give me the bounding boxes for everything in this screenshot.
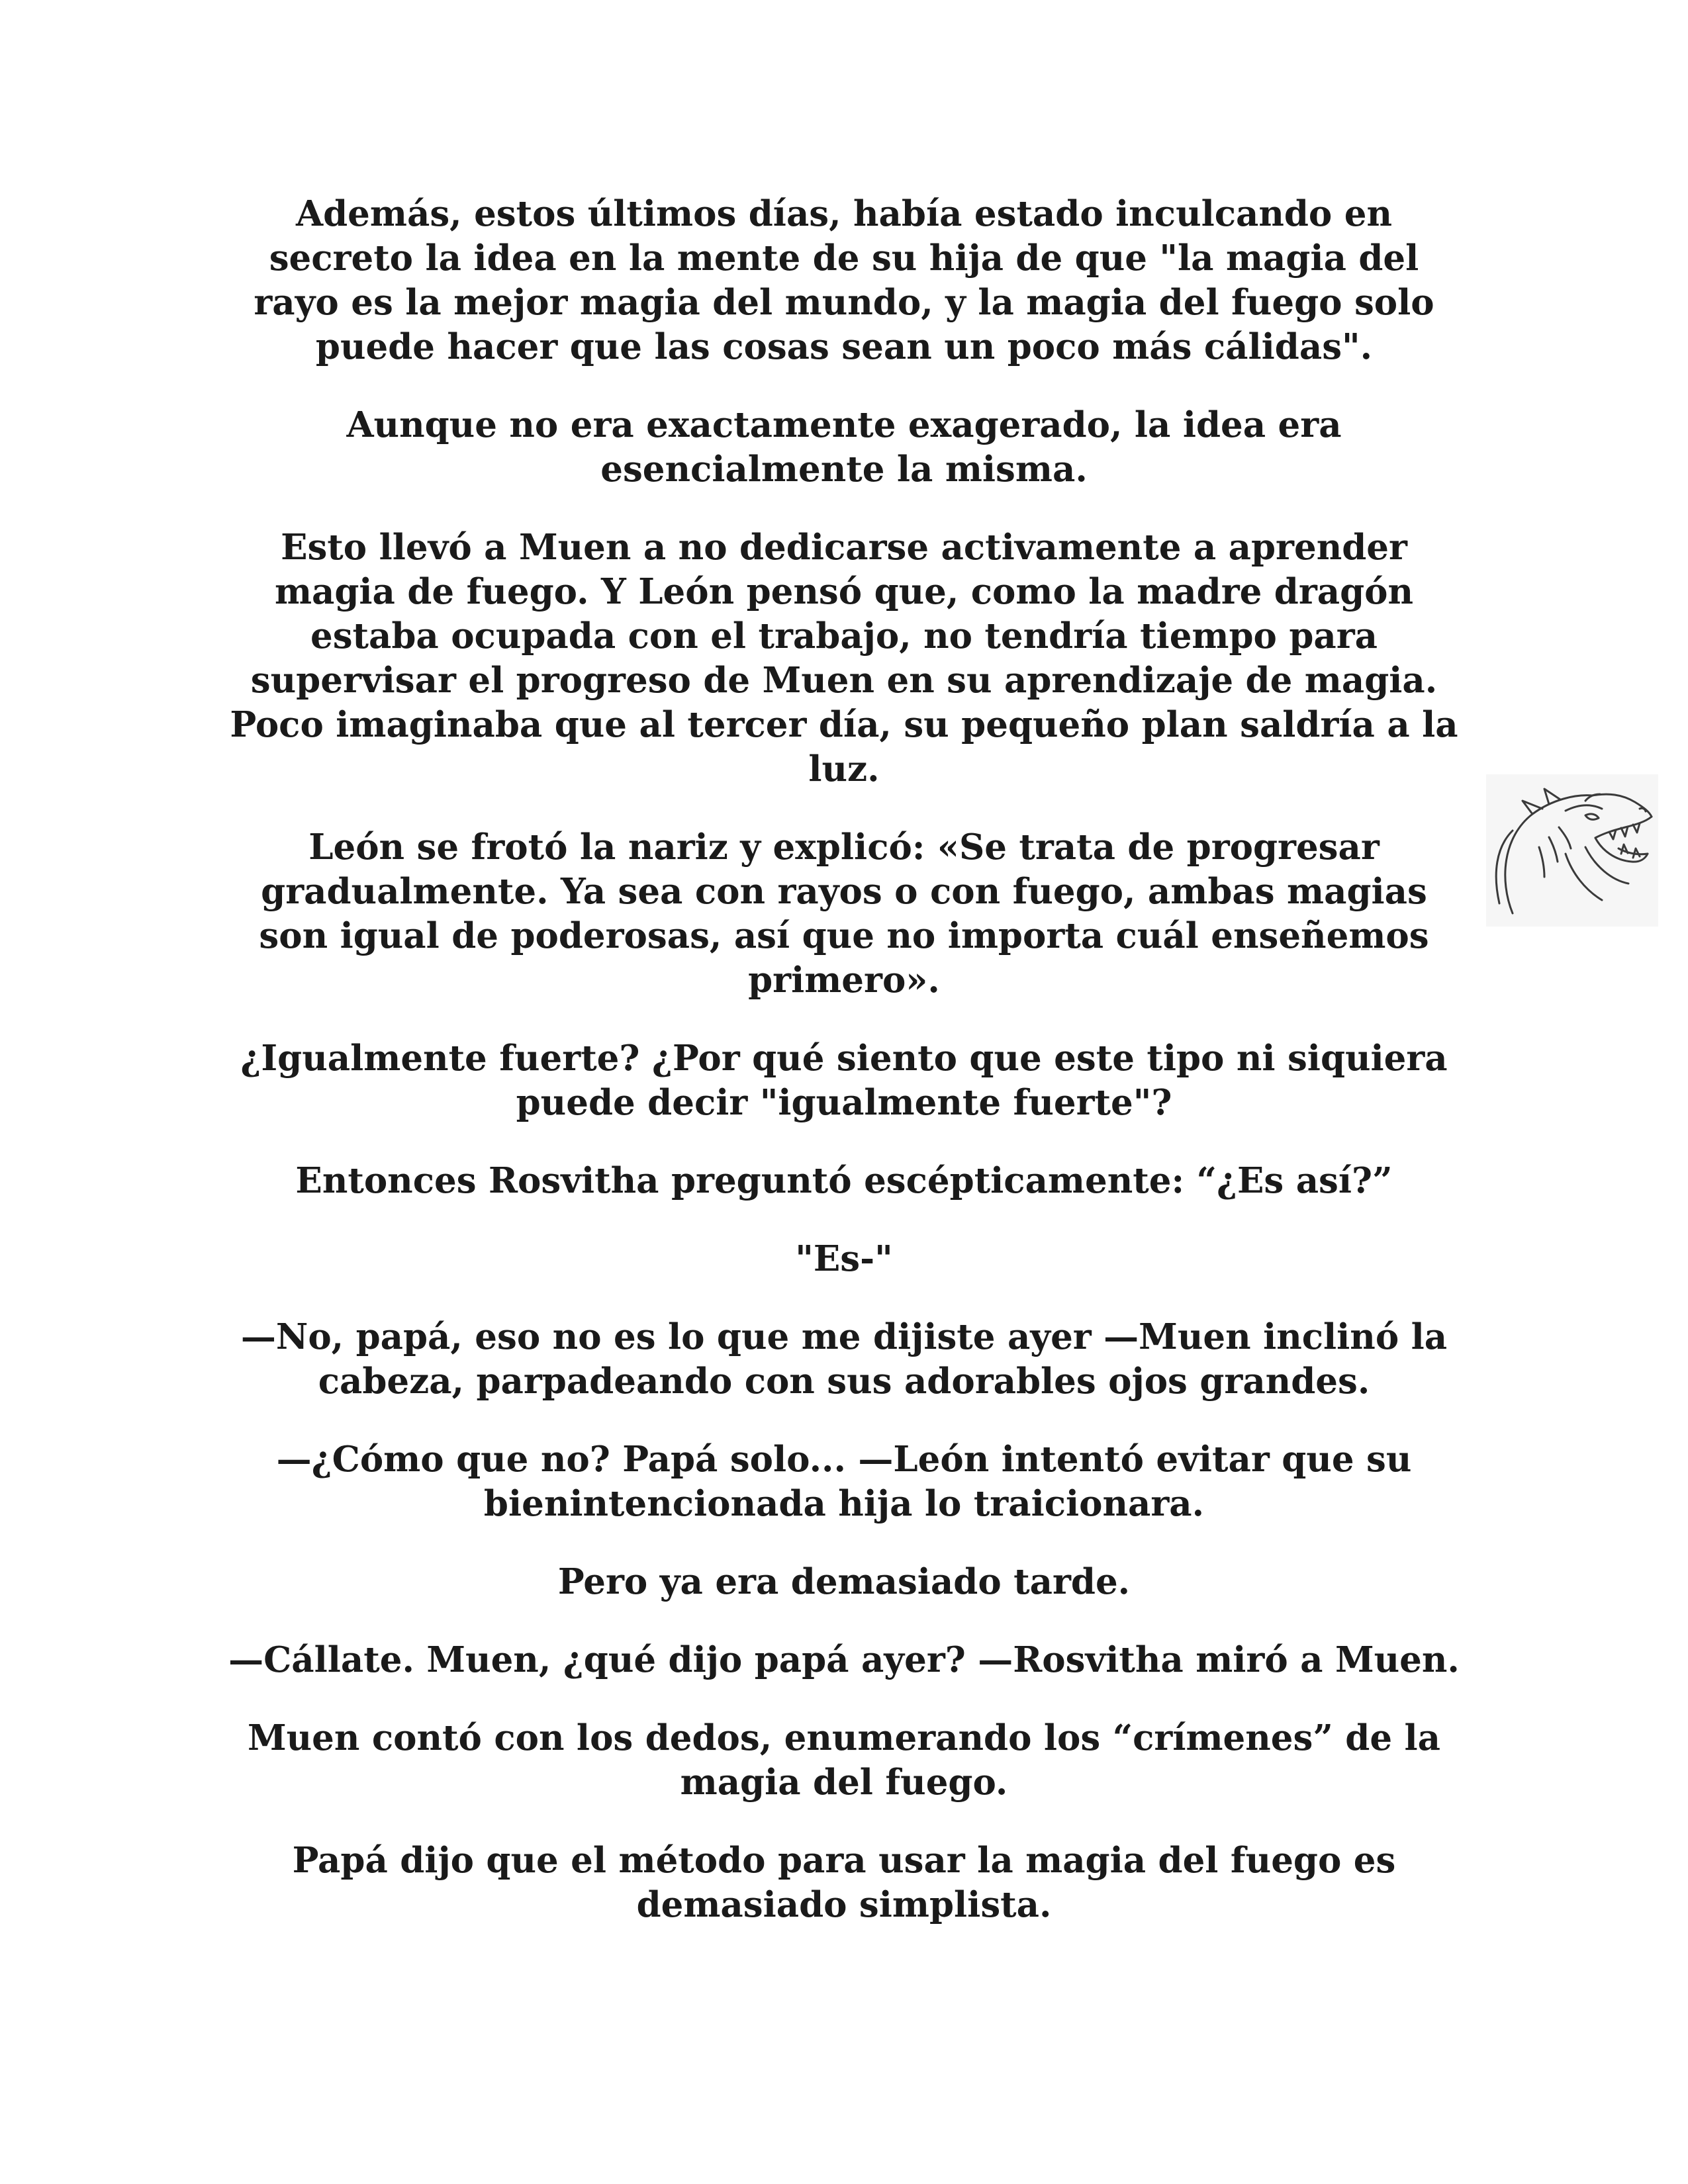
paragraph-11: —Cállate. Muen, ¿qué dijo papá ayer? —Rosvitha miró a Muen. — [228, 1639, 1460, 1680]
paragraph-12: Muen contó con los dedos, enumerando los “crímenes” de la magia del fuego. — [247, 1717, 1441, 1803]
paragraph-1: Además, estos últimos días, había estado inculcando en secreto la idea en la mente de su hija de que "la magia del rayo es la mejor magia del mundo, y la magia del fuego solo puede hacer que las cosas sean un poco más cálidas". — [254, 193, 1434, 367]
dragon-head-sketch-svg — [1486, 774, 1658, 927]
dragon-head-sketch-icon — [1486, 774, 1658, 927]
paragraph-13: Papá dijo que el método para usar la magia del fuego es demasiado simplista. — [292, 1840, 1396, 1925]
paragraph-5: ¿Igualmente fuerte? ¿Por qué siento que este tipo ni siquiera puede decir "igualmente fuerte"? — [240, 1038, 1448, 1123]
paragraph-6: Entonces Rosvitha preguntó escépticamente: “¿Es así?” — [295, 1160, 1393, 1201]
paragraph-7: "Es-" — [795, 1238, 893, 1279]
paragraph-9: —¿Cómo que no? Papá solo... —León intentó evitar que su bienintencionada hija lo traicionara. — [276, 1439, 1412, 1524]
body-text — [225, 192, 1463, 1961]
paragraph-10: Pero ya era demasiado tarde. — [557, 1561, 1131, 1602]
paragraph-2: Aunque no era exactamente exagerado, la idea era esencialmente la misma. — [346, 404, 1342, 490]
paragraph-3: Esto llevó a Muen a no dedicarse activamente a aprender magia de fuego. Y León pensó que, como la madre dragón estaba ocupada con el trabajo, no tendría tiempo para supervisar el progreso de Muen en su aprendizaje de magia. Poco imaginaba que al tercer día, su pequeño plan saldría a la luz. — [230, 527, 1458, 790]
paragraph-4: León se frotó la nariz y explicó: «Se trata de progresar gradualmente. Ya sea con rayos o con fuego, ambas magias son igual de poderosas, así que no importa cuál enseñemos primero». — [259, 827, 1429, 1001]
paragraph-8: —No, papá, eso no es lo que me dijiste ayer —Muen inclinó la cabeza, parpadeando con sus adorables ojos grandes. — [240, 1316, 1448, 1402]
